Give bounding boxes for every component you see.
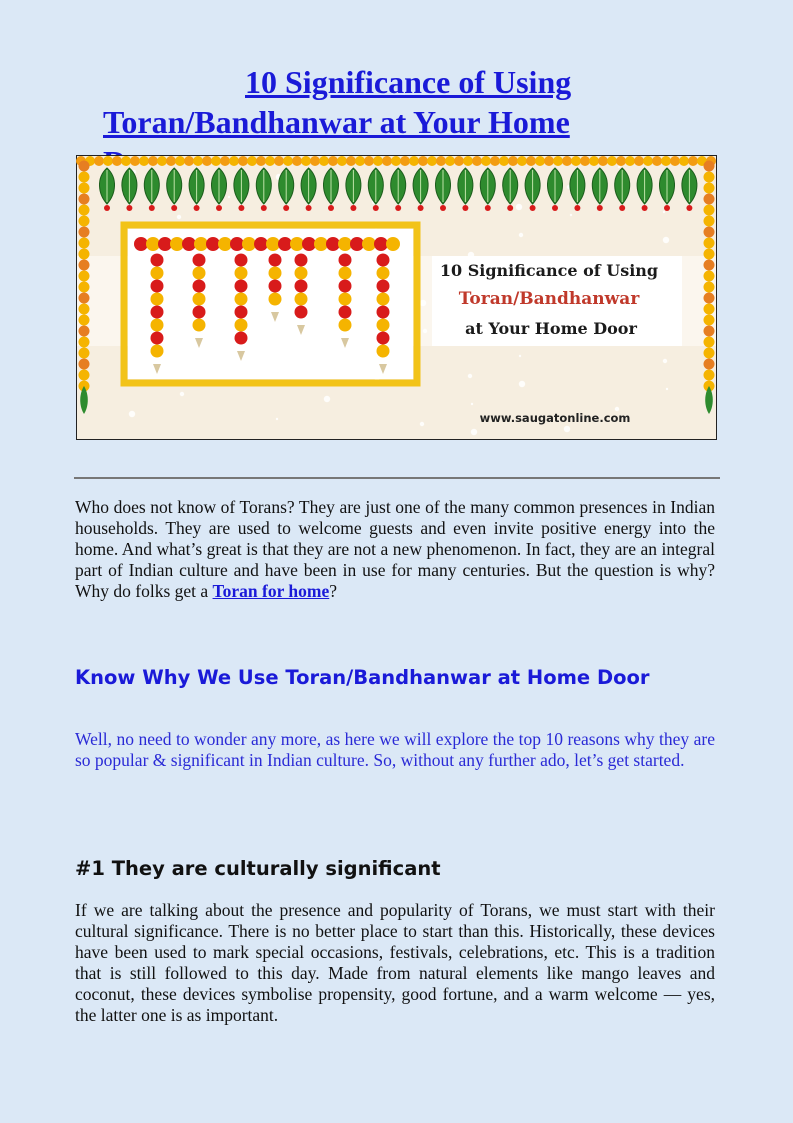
strand-flower	[339, 254, 352, 267]
strand-flower	[339, 306, 352, 319]
side-marigold	[704, 326, 715, 337]
garland-bead	[634, 156, 644, 166]
leaf-bead	[216, 205, 222, 211]
garland-bead	[670, 156, 680, 166]
snowflake	[666, 388, 668, 390]
leaf-bead	[619, 205, 625, 211]
leaf-bead	[686, 205, 692, 211]
leaf-bead	[350, 205, 356, 211]
side-marigold	[704, 359, 715, 370]
strand-flower	[151, 319, 164, 332]
side-marigold	[704, 282, 715, 293]
strand-flower	[269, 254, 282, 267]
garland-bead	[490, 156, 500, 166]
section-1-paragraph: If we are talking about the presence and popularity of Torans, we must start with their cultural significance. There is no better place to start than this. Historically, these devices have been used to mark special occasions, festivals, celebrations, etc. This is a tradition that is still followed to this day. Made from natural elements like mango leaves and coconut, these devices symbolise propensity, good fortune, and a warm welcome — yes, the latter one is as important.	[75, 900, 715, 1025]
snowflake	[468, 374, 472, 378]
right-marigold-string	[704, 161, 715, 415]
side-marigold	[704, 249, 715, 260]
side-marigold	[79, 348, 90, 359]
garland-bead	[94, 156, 104, 166]
divider	[74, 477, 720, 479]
toran-top-flower	[326, 237, 340, 251]
side-marigold	[79, 337, 90, 348]
strand-flower	[377, 345, 390, 358]
garland-bead	[121, 156, 131, 166]
section-heading-1: #1 They are culturally significant	[75, 857, 441, 880]
garland-bead	[211, 156, 221, 166]
leaf-bead	[104, 205, 110, 211]
snowflake	[420, 300, 426, 306]
strand-flower	[151, 293, 164, 306]
side-marigold	[79, 293, 90, 304]
garland-bead	[166, 156, 176, 166]
snowflake	[471, 429, 477, 435]
garland-bead	[112, 156, 122, 166]
garland-bead	[184, 156, 194, 166]
toran-top-flower	[254, 237, 268, 251]
leaf-bead	[171, 205, 177, 211]
side-marigold	[79, 282, 90, 293]
garland-bead	[337, 156, 347, 166]
garland-bead	[553, 156, 563, 166]
intro-paragraph	[75, 497, 715, 602]
toran-top-flower	[194, 237, 208, 251]
strand-flower	[377, 280, 390, 293]
garland-bead	[652, 156, 662, 166]
strand-flower	[295, 280, 308, 293]
snowflake	[228, 196, 230, 198]
strand-flower	[193, 280, 206, 293]
strand-flower	[151, 267, 164, 280]
snowflake	[564, 426, 570, 432]
side-marigold	[79, 370, 90, 381]
strand-flower	[193, 293, 206, 306]
garland-bead	[229, 156, 239, 166]
strand-flower	[235, 267, 248, 280]
garland-bead	[283, 156, 293, 166]
side-marigold	[79, 172, 90, 183]
garland-bead	[157, 156, 167, 166]
toran-top-flower	[374, 237, 388, 251]
strand-flower	[235, 254, 248, 267]
side-marigold	[704, 337, 715, 348]
garland-bead	[481, 156, 491, 166]
garland-bead	[364, 156, 374, 166]
garland-bead	[148, 156, 158, 166]
garland-bead	[535, 156, 545, 166]
garland-bead	[409, 156, 419, 166]
strand-flower	[295, 293, 308, 306]
leaf-bead	[373, 205, 379, 211]
garland-bead	[130, 156, 140, 166]
garland-bead	[265, 156, 275, 166]
strand-flower	[269, 293, 282, 306]
snowflake	[519, 381, 525, 387]
garland-bead	[391, 156, 401, 166]
garland-bead	[598, 156, 608, 166]
side-marigold	[704, 260, 715, 271]
garland-bead	[400, 156, 410, 166]
garland-bead	[625, 156, 635, 166]
strand-flower	[377, 306, 390, 319]
strand-flower	[339, 319, 352, 332]
side-marigold	[704, 227, 715, 238]
side-marigold	[79, 161, 90, 172]
toran-top-flower	[314, 237, 328, 251]
toran-top-flower	[386, 237, 400, 251]
side-marigold	[704, 205, 715, 216]
strand-flower	[193, 319, 206, 332]
snowflake	[420, 422, 424, 426]
garland-bead	[175, 156, 185, 166]
toran-top-flower	[290, 237, 304, 251]
garland-bead	[517, 156, 527, 166]
strand-flower	[339, 267, 352, 280]
side-marigold	[704, 315, 715, 326]
garland-bead	[103, 156, 113, 166]
strand-flower	[269, 267, 282, 280]
strand-flower	[377, 332, 390, 345]
banner-image	[76, 155, 717, 440]
strand-flower	[339, 280, 352, 293]
snowflake	[663, 359, 667, 363]
strand-flower	[193, 306, 206, 319]
toran-top-flower	[338, 237, 352, 251]
garland-bead	[607, 156, 617, 166]
garland-bead	[499, 156, 509, 166]
garland-bead	[292, 156, 302, 166]
garland-bead	[643, 156, 653, 166]
side-marigold	[704, 216, 715, 227]
side-marigold	[79, 315, 90, 326]
side-marigold	[79, 238, 90, 249]
garland-bead	[220, 156, 230, 166]
snowflake	[276, 418, 278, 420]
strand-flower	[235, 319, 248, 332]
snowflake	[177, 215, 181, 219]
garland-bead	[373, 156, 383, 166]
garland-bead	[679, 156, 689, 166]
snowflake	[519, 233, 523, 237]
leaf-bead	[440, 205, 446, 211]
strand-flower	[377, 254, 390, 267]
toran-top-flower	[266, 237, 280, 251]
snowflake	[324, 396, 330, 402]
garland-bead	[436, 156, 446, 166]
strand-flower	[377, 267, 390, 280]
leaf-bead	[418, 205, 424, 211]
leaf-bead	[306, 205, 312, 211]
side-marigold	[79, 304, 90, 315]
garland-bead	[661, 156, 671, 166]
side-marigold	[704, 348, 715, 359]
snowflake	[618, 166, 620, 168]
side-marigold	[79, 359, 90, 370]
leaf-bead	[194, 205, 200, 211]
toran-top-flower	[182, 237, 196, 251]
toran-top-flower	[230, 237, 244, 251]
strand-flower	[151, 254, 164, 267]
toran-top-flower	[206, 237, 220, 251]
snowflake	[663, 211, 665, 213]
side-marigold	[704, 304, 715, 315]
snowflake	[423, 329, 427, 333]
left-marigold-string	[79, 161, 90, 415]
toran-top-flower	[170, 237, 184, 251]
side-marigold	[79, 326, 90, 337]
side-marigold	[79, 205, 90, 216]
garland-bead	[688, 156, 698, 166]
frame-inner	[128, 229, 413, 379]
toran-top-flower	[146, 237, 160, 251]
section-heading-why: Know Why We Use Toran/Bandhanwar at Home Door	[75, 666, 650, 689]
side-marigold	[79, 216, 90, 227]
side-marigold	[79, 183, 90, 194]
side-marigold	[704, 293, 715, 304]
garland-bead	[580, 156, 590, 166]
toran-for-home-link[interactable]: Toran for home	[212, 581, 330, 601]
side-marigold	[79, 194, 90, 205]
section-why-paragraph: Well, no need to wonder any more, as here we will explore the top 10 reasons why they are so popular & significant in Indian culture. So, without any further ado, let’s get started.	[75, 729, 715, 770]
strand-flower	[151, 345, 164, 358]
title-line-1[interactable]: 10 Significance of Using	[245, 64, 572, 100]
side-marigold	[704, 161, 715, 172]
garland-bead	[562, 156, 572, 166]
garland-bead	[445, 156, 455, 166]
strand-flower	[151, 280, 164, 293]
banner-line-3: at Your Home Door	[465, 319, 637, 338]
leaf-bead	[597, 205, 603, 211]
snowflake	[129, 411, 135, 417]
garland-bead	[382, 156, 392, 166]
leaf-bead	[574, 205, 580, 211]
snowflake	[663, 237, 669, 243]
snowflake	[516, 204, 522, 210]
toran-top-flower	[302, 237, 316, 251]
strand-flower	[193, 267, 206, 280]
intro-text: Who does not know of Torans? They are just one of the many common presences in Indian households. They are used to welcome guests and even invite positive energy into the home. And what’s great is that they are not a new phenomenon. In fact, they are an integral part of Indian culture and have been in use for many centuries. But the question is why? Why do folks get a	[75, 497, 715, 601]
side-marigold	[704, 271, 715, 282]
page-title[interactable]	[103, 62, 663, 142]
strand-flower	[295, 254, 308, 267]
side-marigold	[704, 172, 715, 183]
strand-flower	[377, 293, 390, 306]
strand-flower	[235, 332, 248, 345]
leaf-bead	[126, 205, 132, 211]
side-marigold	[79, 249, 90, 260]
strand-flower	[193, 254, 206, 267]
garland-bead	[355, 156, 365, 166]
strand-flower	[235, 293, 248, 306]
toran-top-flower	[362, 237, 376, 251]
garland-bead	[139, 156, 149, 166]
snowflake	[519, 355, 521, 357]
toran-top-flower	[350, 237, 364, 251]
strand-flower	[269, 280, 282, 293]
garland-bead	[310, 156, 320, 166]
garland-bead	[202, 156, 212, 166]
strand-flower	[295, 267, 308, 280]
banner-line-1: 10 Significance of Using	[439, 261, 659, 280]
leaf-bead	[283, 205, 289, 211]
strand-flower	[151, 306, 164, 319]
toran-top-flower	[218, 237, 232, 251]
garland-bead	[274, 156, 284, 166]
leaf-bead	[238, 205, 244, 211]
strand-flower	[295, 306, 308, 319]
side-marigold	[79, 227, 90, 238]
garland-bead	[427, 156, 437, 166]
snowflake	[471, 403, 473, 405]
toran-top-flower	[242, 237, 256, 251]
side-marigold	[79, 271, 90, 282]
side-marigold	[704, 183, 715, 194]
side-marigold	[79, 260, 90, 271]
garland-bead	[328, 156, 338, 166]
garland-bead	[247, 156, 257, 166]
garland-bead	[193, 156, 203, 166]
garland-bead	[526, 156, 536, 166]
title-line-3[interactable]	[103, 142, 172, 154]
strand-flower	[377, 319, 390, 332]
toran-top-flower	[134, 237, 148, 251]
leaf-bead	[485, 205, 491, 211]
garland-bead	[418, 156, 428, 166]
strand-flower	[235, 306, 248, 319]
intro-after: ?	[329, 581, 338, 601]
garland-bead	[616, 156, 626, 166]
leaf-bead	[530, 205, 536, 211]
garland-bead	[472, 156, 482, 166]
leaf-bead	[664, 205, 670, 211]
banner-website: www.saugatonline.com	[479, 411, 631, 425]
garland-bead	[508, 156, 518, 166]
snowflake	[180, 392, 184, 396]
garland-bead	[589, 156, 599, 166]
leaf-bead	[395, 205, 401, 211]
garland-bead	[319, 156, 329, 166]
garland-bead	[301, 156, 311, 166]
leaf-bead	[507, 205, 513, 211]
side-marigold	[704, 238, 715, 249]
garland-bead	[238, 156, 248, 166]
leaf-bead	[149, 205, 155, 211]
strand-flower	[339, 293, 352, 306]
side-marigold	[704, 370, 715, 381]
banner-graphic	[77, 156, 716, 439]
garland-bead	[256, 156, 266, 166]
snowflake	[570, 214, 572, 216]
leaf-bead	[642, 205, 648, 211]
garland-bead	[454, 156, 464, 166]
garland-bead	[463, 156, 473, 166]
leaf-bead	[552, 205, 558, 211]
leaf-bead	[261, 205, 267, 211]
garland-bead	[346, 156, 356, 166]
garland-bead	[571, 156, 581, 166]
side-marigold	[704, 194, 715, 205]
title-line-2[interactable]: Toran/Bandhanwar at Your Home	[103, 104, 570, 140]
toran-top-flower	[158, 237, 172, 251]
leaf-bead	[462, 205, 468, 211]
strand-flower	[235, 280, 248, 293]
leaf-bead	[328, 205, 334, 211]
strand-flower	[151, 332, 164, 345]
garland-bead	[544, 156, 554, 166]
banner-line-2: Toran/Bandhanwar	[458, 289, 640, 309]
toran-top-flower	[278, 237, 292, 251]
